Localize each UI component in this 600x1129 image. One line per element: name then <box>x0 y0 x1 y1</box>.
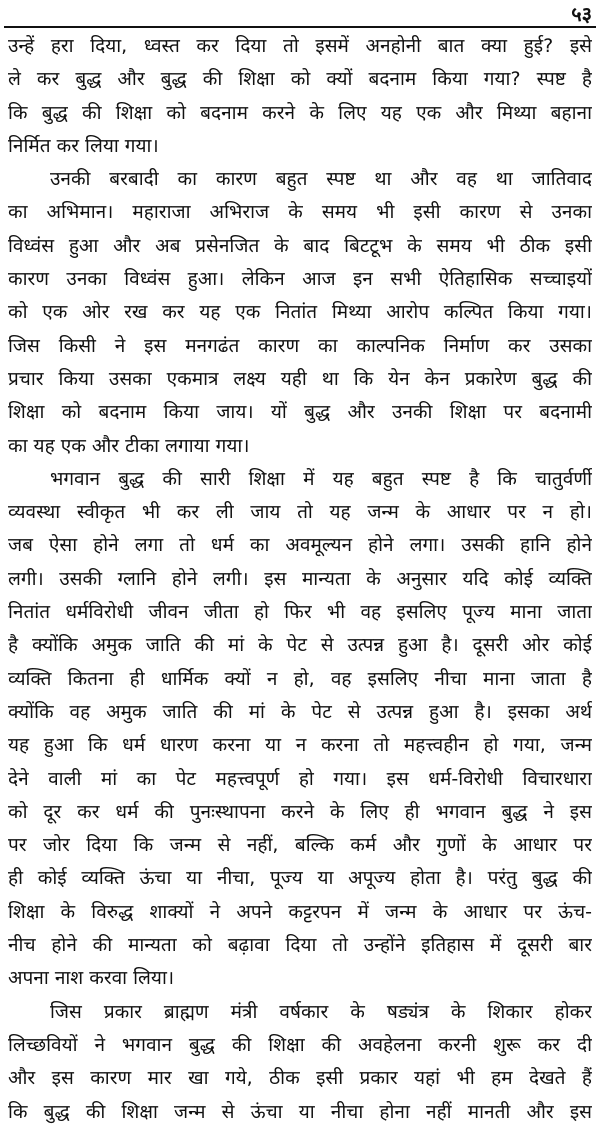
text-line: कि बुद्ध की शिक्षा जन्म से ऊंचा या नीचा होना नहीं मानती और इस <box>8 1100 592 1123</box>
text-line: को एक ओर रख कर यह एक नितांत मिथ्या आरोप कल्पित किया गया। <box>8 301 592 324</box>
text-line: अपना नाश करवा लिया। <box>8 967 175 990</box>
text-line: नीच होने की मान्यता को बढ़ावा दिया तो उन्होंने इतिहास में दूसरी बार <box>8 934 592 957</box>
text-line: जब ऐसा होने लगा तो धर्म का अवमूल्यन होने लगा। उसकी हानि होने <box>8 534 592 557</box>
text-line: कारण उनका विध्वंस हुआ। लेकिन आज इन सभी ऐतिहासिक सच्चाइयों <box>8 268 592 291</box>
text-line: शिक्षा को बदनाम किया जाय। यों बुद्ध और उनकी शिक्षा पर बदनामी <box>8 401 592 424</box>
text-line: उनकी बरबादी का कारण बहुत स्पष्ट था और वह था जातिवाद <box>50 168 592 191</box>
text-line: उन्हें हरा दिया, ध्वस्त कर दिया तो इसमें अनहोनी बात क्या हुई? इसे <box>8 35 592 57</box>
text-line: जिस किसी ने इस मनगढंत कारण का काल्पनिक निर्माण कर उसका <box>8 334 592 357</box>
text-line: विध्वंस हुआ और अब प्रसेनजित के बाद बिटटूभ के समय भी ठीक इसी <box>8 234 592 257</box>
header-rule <box>4 26 596 28</box>
text-line: लगी। उसकी ग्लानि होने लगी। इस मान्यता के अनुसार यदि कोई व्यक्ति <box>8 567 592 590</box>
text-line: भगवान बुद्ध की सारी शिक्षा में यह बहुत स्पष्ट है कि चातुर्वर्णी <box>50 467 592 490</box>
text-line: लिच्छवियों ने भगवान बुद्ध की शिक्षा की अवहेलना करनी शुरू कर दी <box>8 1033 592 1056</box>
text-line: पर जोर दिया कि जन्म से नहीं, बल्कि कर्म और गुणों के आधार पर <box>8 834 592 857</box>
text-line: ले कर बुद्ध और बुद्ध की शिक्षा को क्यों बदनाम किया गया? स्पष्ट है <box>8 68 592 91</box>
body-text <box>8 30 592 1129</box>
text-line: नितांत धर्मविरोधी जीवन जीता हो फिर भी वह इसलिए पूज्य माना जाता <box>8 601 592 624</box>
text-line: व्यक्ति कितना ही धार्मिक क्यों न हो, वह इसलिए नीचा माना जाता है <box>8 667 592 690</box>
text-line: देने वाली मां का पेट महत्त्वपूर्ण हो गया। इस धर्म-विरोधी विचारधारा <box>8 767 592 790</box>
text-line: कि बुद्ध की शिक्षा को बदनाम करने के लिए यह एक और मिथ्या बहाना <box>8 101 592 124</box>
text-line: का यह एक और टीका लगाया गया। <box>8 434 250 457</box>
text-line: क्योंकि वह अमुक जाति की मां के पेट से उत्पन्न हुआ है। इसका अर्थ <box>8 700 592 723</box>
page-number: ५३ <box>571 2 592 26</box>
text-line: यह हुआ कि धर्म धारण करना या न करना तो महत्त्वहीन हो गया, जन्म <box>8 734 592 757</box>
text-line: निर्मित कर लिया गया। <box>8 134 159 157</box>
text-line: प्रचार किया उसका एकमात्र लक्ष्य यही था कि येन केन प्रकारेण बुद्ध की <box>8 367 592 390</box>
text-line: शिक्षा के विरुद्ध शाक्यों ने अपने कट्टरपन में जन्म के आधार पर ऊंच- <box>8 900 592 923</box>
text-line: जिस प्रकार ब्राह्मण मंत्री वर्षकार के षड्यंत्र के शिकार होकर <box>50 1000 592 1023</box>
text-line: व्यवस्था स्वीकृत भी कर ली जाय तो यह जन्म के आधार पर न हो। <box>8 501 592 524</box>
text-line: और इस कारण मार खा गये, ठीक इसी प्रकार यहां भी हम देखते हैं <box>8 1067 592 1090</box>
text-line: है क्योंकि अमुक जाति की मां के पेट से उत्पन्न हुआ है। दूसरी ओर कोई <box>8 634 592 657</box>
text-line: को दूर कर धर्म की पुनःस्थापना करने के लिए ही भगवान बुद्ध ने इस <box>8 800 592 823</box>
text-line: का अभिमान। महाराजा अभिराज के समय भी इसी कारण से उनका <box>8 201 592 224</box>
text-line: ही कोई व्यक्ति ऊंचा या नीचा, पूज्य या अपूज्य होता है। परंतु बुद्ध की <box>8 867 592 890</box>
